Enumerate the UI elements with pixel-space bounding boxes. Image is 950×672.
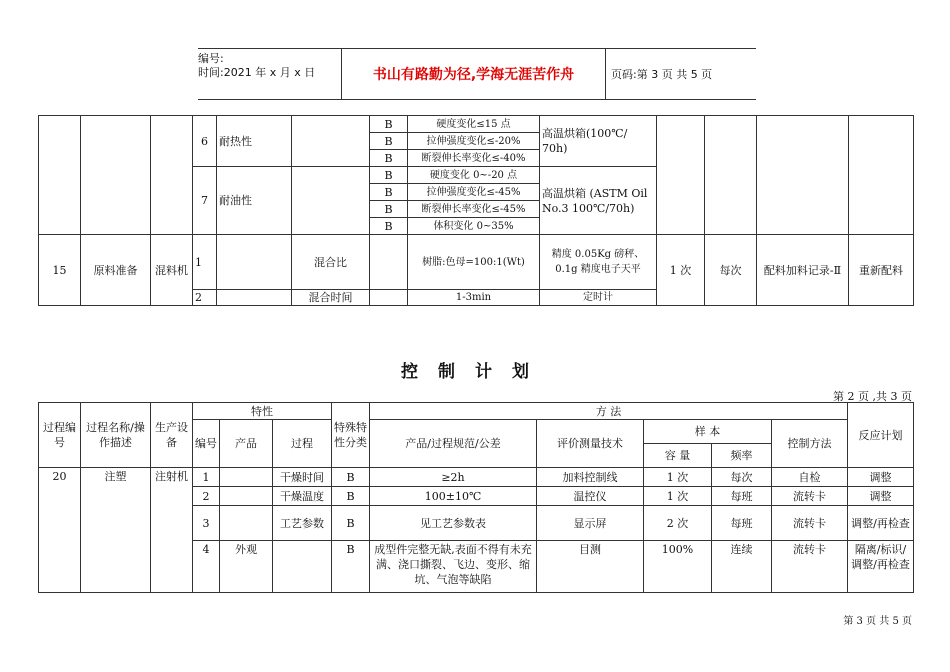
control-method: 自检 — [772, 468, 848, 487]
process-characteristic: 工艺参数 — [273, 506, 332, 541]
plan-title: 控制计划 — [401, 362, 549, 382]
empty-cell — [151, 116, 193, 235]
reaction-plan: 调整 — [848, 487, 914, 506]
sample-size: 1 次 — [644, 468, 712, 487]
col-header-size: 容 量 — [644, 444, 712, 468]
equipment: 注射机 — [151, 468, 193, 593]
measurement-technique: 精度 0.05Kg 磅秤、0.1g 精度电子天平 — [540, 235, 657, 290]
col-header-characteristics: 特性 — [193, 403, 332, 420]
header-left — [198, 49, 341, 102]
item-number: 4 — [193, 541, 220, 593]
special-class: B — [332, 541, 370, 593]
col-header-spec: 产品/过程规范/公差 — [370, 420, 537, 468]
equipment: 混料机 — [151, 235, 193, 306]
empty-cell — [81, 116, 151, 235]
measurement-technique: 目测 — [537, 541, 644, 593]
col-header-process-number: 过程编号 — [39, 403, 81, 468]
special-class: B — [370, 116, 408, 133]
process-characteristic: 干燥温度 — [273, 487, 332, 506]
empty-cell — [292, 116, 370, 167]
col-header-technique: 评价测量技术 — [537, 420, 644, 468]
reaction-plan: 重新配料 — [849, 235, 914, 306]
table-row — [39, 235, 914, 290]
col-header-process-name: 过程名称/操作描述 — [81, 403, 151, 468]
measurement-technique: 显示屏 — [537, 506, 644, 541]
control-method: 流转卡 — [772, 506, 848, 541]
process-name: 原料准备 — [81, 235, 151, 306]
col-header-process: 过程 — [273, 420, 332, 468]
empty-cell — [657, 116, 705, 235]
process-number: 15 — [39, 235, 81, 306]
measurement-technique: 加料控制线 — [537, 468, 644, 487]
empty-cell — [217, 290, 292, 306]
col-header-special-class: 特殊特性分类 — [332, 403, 370, 468]
reaction-plan: 隔离/标识/调整/再检查 — [848, 541, 914, 593]
item-number: 6 — [193, 116, 217, 167]
empty-cell — [757, 116, 849, 235]
item-number: 2 — [193, 487, 220, 506]
col-header-reaction-plan: 反应计划 — [848, 403, 914, 468]
process-characteristic: 混合比 — [292, 235, 370, 290]
measurement-technique: 温控仪 — [537, 487, 644, 506]
spec-tolerance: 100±10℃ — [370, 487, 537, 506]
header-slogan: 书山有路勤为径,学海无涯苦作舟 — [341, 49, 606, 99]
control-method: 流转卡 — [772, 541, 848, 593]
special-class: B — [370, 184, 408, 201]
sample-size: 1 次 — [644, 487, 712, 506]
special-class: B — [332, 468, 370, 487]
process-name: 注塑 — [81, 468, 151, 593]
empty-cell — [370, 290, 408, 306]
empty-cell — [705, 116, 757, 235]
spec-tolerance: 断裂伸长率变化≤-40% — [408, 150, 540, 167]
sample-frequency: 连续 — [712, 541, 772, 593]
control-plan-table — [38, 402, 914, 593]
empty-cell — [849, 116, 914, 235]
empty-cell — [217, 235, 292, 290]
control-method: 配料加料记录-Ⅱ — [757, 235, 849, 306]
control-method: 流转卡 — [772, 487, 848, 506]
spec-tolerance: 拉伸强度变化≤-45% — [408, 184, 540, 201]
product-characteristic: 耐油性 — [217, 167, 292, 235]
document-header — [198, 48, 756, 100]
process-number: 20 — [39, 468, 81, 593]
spec-tolerance: ≥2h — [370, 468, 537, 487]
sample-frequency: 每次 — [712, 468, 772, 487]
product-characteristic: 耐热性 — [217, 116, 292, 167]
document-number-label: 编号: — [198, 52, 224, 65]
special-class: B — [370, 150, 408, 167]
measurement-technique: 定时计 — [540, 290, 657, 306]
spec-tolerance: 拉伸强度变化≤-20% — [408, 133, 540, 150]
special-class: B — [370, 167, 408, 184]
product-characteristic — [220, 487, 273, 506]
item-number: 2 — [193, 290, 217, 306]
empty-cell — [292, 167, 370, 235]
spec-tolerance: 树脂:色母=100:1(Wt) — [408, 235, 540, 290]
sample-size: 100% — [644, 541, 712, 593]
item-number: 1 — [193, 235, 217, 290]
product-characteristic — [220, 506, 273, 541]
col-header-product: 产品 — [220, 420, 273, 468]
page-footer: 第 3 页 共 5 页 — [843, 616, 912, 627]
spec-tolerance: 硬度变化 0~-20 点 — [408, 167, 540, 184]
sample-frequency: 每班 — [712, 506, 772, 541]
process-characteristic: 干燥时间 — [273, 468, 332, 487]
special-class: B — [370, 201, 408, 218]
table-row — [39, 468, 914, 487]
empty-cell — [370, 235, 408, 290]
empty-cell — [39, 116, 81, 235]
process-characteristic: 混合时间 — [292, 290, 370, 306]
col-header-equipment: 生产设备 — [151, 403, 193, 468]
product-characteristic — [220, 468, 273, 487]
col-header-number: 编号 — [193, 420, 220, 468]
table-row — [39, 116, 914, 133]
item-number: 1 — [193, 468, 220, 487]
sample-size: 1 次 — [657, 235, 705, 306]
measurement-technique: 高温烘箱 (ASTM Oil No.3 100℃/70h) — [540, 167, 657, 235]
spec-tolerance: 断裂伸长率变化≤-45% — [408, 201, 540, 218]
special-class: B — [332, 506, 370, 541]
sample-size: 2 次 — [644, 506, 712, 541]
spec-tolerance: 体积变化 0~35% — [408, 218, 540, 235]
special-class: B — [370, 133, 408, 150]
col-header-control-method: 控制方法 — [772, 420, 848, 468]
header-row — [39, 403, 914, 420]
product-characteristic: 外观 — [220, 541, 273, 593]
reaction-plan: 调整 — [848, 468, 914, 487]
document-date: 时间:2021 年 x 月 x 日 — [198, 66, 316, 79]
item-number: 3 — [193, 506, 220, 541]
spec-tolerance: 见工艺参数表 — [370, 506, 537, 541]
process-characteristic — [273, 541, 332, 593]
col-header-sample: 样 本 — [644, 420, 772, 444]
col-header-method: 方 法 — [370, 403, 848, 420]
spec-tolerance: 成型件完整无缺,表面不得有未充满、浇口撕裂、飞边、变形、缩坑、气泡等缺陷 — [370, 541, 537, 593]
sample-frequency: 每班 — [712, 487, 772, 506]
special-class: B — [332, 487, 370, 506]
spec-tolerance: 1-3min — [408, 290, 540, 306]
measurement-technique: 高温烘箱(100℃/ 70h) — [540, 116, 657, 167]
col-header-frequency: 频率 — [712, 444, 772, 468]
special-class: B — [370, 218, 408, 235]
reaction-plan: 调整/再检查 — [848, 506, 914, 541]
sample-frequency: 每次 — [705, 235, 757, 306]
control-plan-table-continued — [38, 115, 914, 306]
item-number: 7 — [193, 167, 217, 235]
header-page-number: 页码:第 3 页 共 5 页 — [611, 68, 713, 81]
plan-page-info: 第 2 页 ,共 3 页 — [833, 390, 912, 403]
spec-tolerance: 硬度变化≤15 点 — [408, 116, 540, 133]
